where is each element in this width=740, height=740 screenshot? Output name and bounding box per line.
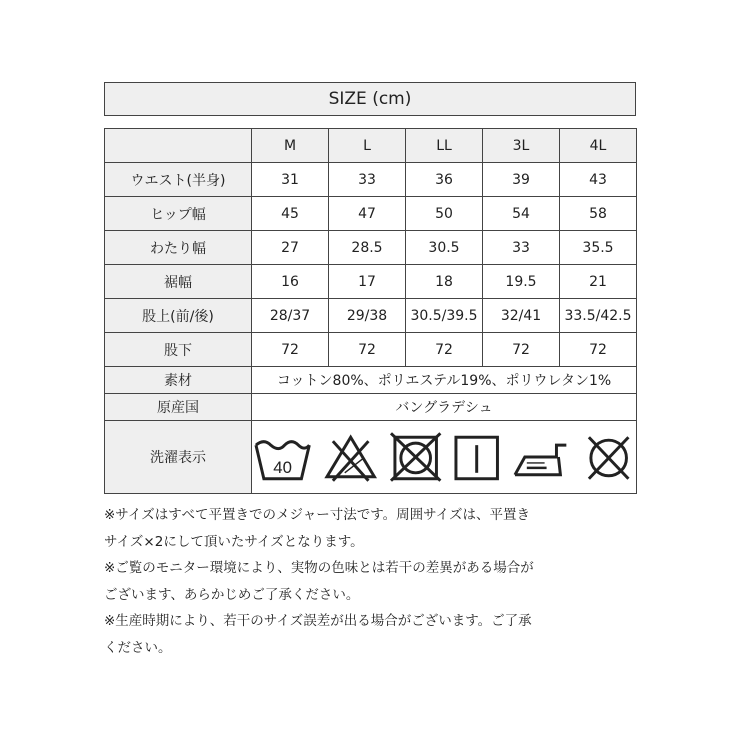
note-line: ※ご覧のモニター環境により、実物の色味とは若干の差異がある場合が: [104, 560, 534, 576]
table-row: [105, 197, 637, 231]
line-dry-icon: [452, 431, 501, 483]
row-label: 原産国: [105, 394, 252, 421]
table-row: [105, 231, 637, 265]
row-label: 素材: [105, 367, 252, 394]
care-symbols-cell: [252, 421, 637, 494]
column-header: L: [329, 129, 406, 163]
table-cell: 32/41: [483, 299, 560, 333]
origin-value: バングラデシュ: [252, 394, 637, 421]
table-cell: 50: [406, 197, 483, 231]
note-line: サイズ×2にして頂いたサイズとなります。: [104, 533, 364, 550]
column-header: 3L: [483, 129, 560, 163]
column-header: 4L: [560, 129, 637, 163]
size-title: SIZE (cm): [104, 82, 636, 116]
row-label: 洗濯表示: [105, 421, 252, 494]
row-label: 股下: [105, 333, 252, 367]
table-cell: 21: [560, 265, 637, 299]
table-cell: 33: [483, 231, 560, 265]
column-header: M: [252, 129, 329, 163]
wash-40-icon: [252, 431, 313, 483]
table-cell: 72: [406, 333, 483, 367]
table-cell: 27: [252, 231, 329, 265]
table-cell: 33: [329, 163, 406, 197]
table-cell: 30.5/39.5: [406, 299, 483, 333]
table-cell: 43: [560, 163, 637, 197]
table-cell: 58: [560, 197, 637, 231]
care-symbols: [252, 431, 636, 483]
table-cell: 31: [252, 163, 329, 197]
table-cell: 28.5: [329, 231, 406, 265]
table-cell: 36: [406, 163, 483, 197]
note-line: ください。: [104, 639, 172, 656]
row-label: わたり幅: [105, 231, 252, 265]
column-header: LL: [406, 129, 483, 163]
table-cell: 72: [483, 333, 560, 367]
table-cell: 28/37: [252, 299, 329, 333]
table-row: [105, 299, 637, 333]
table-row: [105, 333, 637, 367]
table-cell: 54: [483, 197, 560, 231]
table-cell: 47: [329, 197, 406, 231]
table-cell: 33.5/42.5: [560, 299, 637, 333]
material-value: コットン80%、ポリエステル19%、ポリウレタン1%: [252, 367, 637, 394]
table-row: [105, 265, 637, 299]
row-label: 裾幅: [105, 265, 252, 299]
size-table: [104, 128, 637, 494]
table-cell: 19.5: [483, 265, 560, 299]
table-cell: 35.5: [560, 231, 637, 265]
row-label: ヒップ幅: [105, 197, 252, 231]
table-cell: 45: [252, 197, 329, 231]
table-cell: 72: [560, 333, 637, 367]
origin-row: [105, 394, 637, 421]
note-line: ※サイズはすべて平置きでのメジャー寸法です。周囲サイズは、平置き: [104, 507, 531, 523]
table-cell: 16: [252, 265, 329, 299]
wash-temperature: 40: [273, 457, 292, 477]
row-label: ウエスト(半身): [105, 163, 252, 197]
table-cell: 18: [406, 265, 483, 299]
table-header-row: [105, 129, 637, 163]
header-empty-cell: [105, 129, 252, 163]
table-cell: 17: [329, 265, 406, 299]
iron-low-icon: [511, 431, 570, 483]
no-bleach-icon: [323, 431, 378, 483]
no-tumble-dry-icon: [389, 431, 442, 483]
note-line: ございます、あらかじめご了承ください。: [104, 586, 360, 603]
table-cell: 30.5: [406, 231, 483, 265]
table-row: [105, 163, 637, 197]
size-notes: [104, 502, 644, 661]
table-cell: 72: [252, 333, 329, 367]
care-row: [105, 421, 637, 494]
row-label: 股上(前/後): [105, 299, 252, 333]
table-cell: 29/38: [329, 299, 406, 333]
table-cell: 72: [329, 333, 406, 367]
material-row: [105, 367, 637, 394]
table-cell: 39: [483, 163, 560, 197]
note-line: ※生産時期により、若干のサイズ誤差が出る場合がございます。ご了承: [104, 613, 532, 629]
no-dry-clean-icon: [581, 431, 636, 483]
